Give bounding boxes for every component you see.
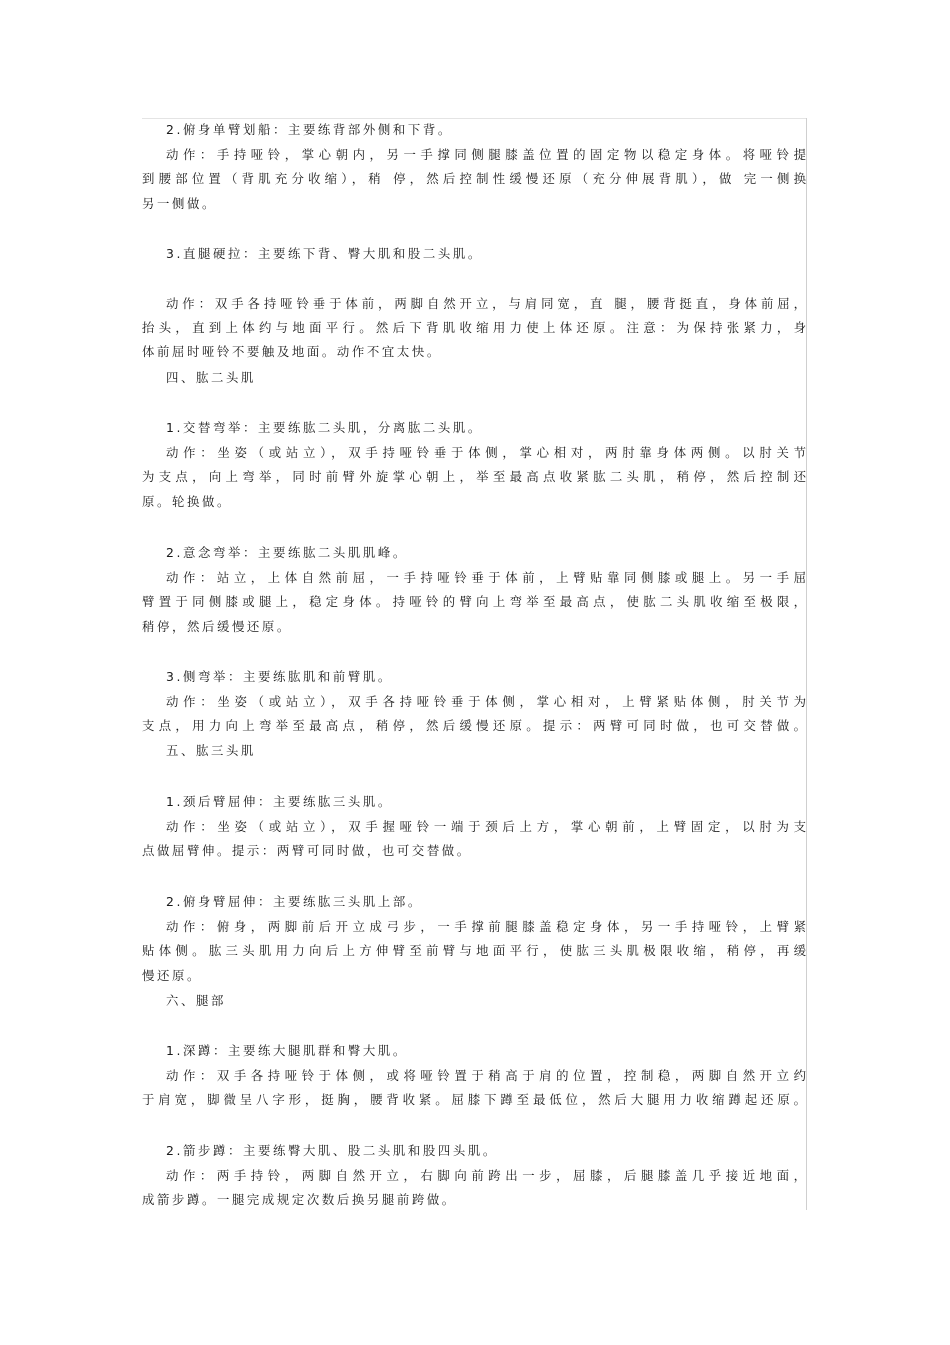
exercise-heading: 1.颈后臂屈伸：主要练肱三头肌。	[166, 794, 393, 809]
document-page	[142, 118, 807, 1210]
paragraph-line: 动作：双手各持哑铃垂于体前，两脚自然开立，与肩同宽，直 腿，腰背挺直，身体前屈，	[166, 296, 806, 311]
paragraph-line: 臂置于同侧膝或腿上，稳定身体。持哑铃的臂向上弯举至最高点，使肱二头肌收缩至极限，	[142, 594, 806, 609]
exercise-heading: 1.深蹲：主要练大腿肌群和臀大肌。	[166, 1043, 408, 1058]
paragraph-line: 动作：站立，上体自然前屈，一手持哑铃垂于体前，上臂贴靠同侧膝或腿上。另一手屈	[166, 570, 806, 585]
paragraph-line: 动作：坐姿（或站立），双手握哑铃一端于颈后上方，掌心朝前，上臂固定，以肘为支	[166, 819, 806, 834]
exercise-heading: 2.俯身单臂划船：主要练背部外侧和下背。	[166, 122, 453, 137]
paragraph-line: 动作：坐姿（或站立），双手各持哑铃垂于体侧，掌心相对，上臂紧贴体侧，肘关节为	[166, 694, 806, 709]
paragraph-line: 抬头，直到上体约与地面平行。然后下背肌收缩用力使上体还原。注意：为保持张紧力，身	[142, 320, 806, 335]
paragraph-line: 动作：手持哑铃，掌心朝内，另一手撑同侧腿膝盖位置的固定物以稳定身体。将哑铃提	[166, 147, 806, 162]
exercise-heading: 3.侧弯举：主要练肱肌和前臂肌。	[166, 669, 393, 684]
paragraph-line: 动作：俯身，两脚前后开立成弓步，一手撑前腿膝盖稳定身体，另一手持哑铃，上臂紧	[166, 919, 806, 934]
exercise-heading: 2.意念弯举：主要练肱二头肌肌峰。	[166, 545, 408, 560]
paragraph-line: 点做屈臂伸。提示：两臂可同时做，也可交替做。	[142, 843, 472, 858]
exercise-heading: 3.直腿硬拉：主要练下背、臀大肌和股二头肌。	[166, 246, 483, 261]
paragraph-line: 支点，用力向上弯举至最高点，稍停，然后缓慢还原。提示：两臂可同时做，也可交替做。	[142, 718, 806, 733]
exercise-heading: 1.交替弯举：主要练肱二头肌，分离肱二头肌。	[166, 420, 483, 435]
paragraph-line: 体前屈时哑铃不要触及地面。动作不宜太快。	[142, 344, 442, 359]
section-heading: 五、肱三头肌	[166, 743, 256, 758]
section-heading: 六、腿部	[166, 993, 226, 1008]
section-heading: 四、肱二头肌	[166, 370, 256, 385]
paragraph-line: 动作：双手各持哑铃于体侧，或将哑铃置于稍高于肩的位置，控制稳，两脚自然开立约	[166, 1068, 806, 1083]
paragraph-line: 于肩宽，脚微呈八字形，挺胸，腰背收紧。屈膝下蹲至最低位，然后大腿用力收缩蹲起还原。	[142, 1092, 806, 1107]
paragraph-line: 贴体侧。肱三头肌用力向后上方伸臂至前臂与地面平行，使肱三头肌极限收缩，稍停，再缓	[142, 943, 806, 958]
paragraph-line: 动作：两手持铃，两脚自然开立，右脚向前跨出一步，屈膝，后腿膝盖几乎接近地面，	[166, 1168, 806, 1183]
paragraph-line: 到腰部位置（背肌充分收缩），稍 停，然后控制性缓慢还原（充分伸展背肌），做 完一侧换	[142, 171, 806, 186]
paragraph-line: 成箭步蹲。一腿完成规定次数后换另腿前跨做。	[142, 1192, 457, 1207]
paragraph-line: 为支点，向上弯举，同时前臂外旋掌心朝上，举至最高点收紧肱二头肌，稍停，然后控制还	[142, 469, 806, 484]
exercise-heading: 2.俯身臂屈伸：主要练肱三头肌上部。	[166, 894, 423, 909]
paragraph-line: 动作：坐姿（或站立），双手持哑铃垂于体侧，掌心相对，两肘靠身体两侧。以肘关节	[166, 445, 806, 460]
paragraph-line: 原。轮换做。	[142, 494, 232, 509]
paragraph-line: 另一侧做。	[142, 196, 217, 211]
paragraph-line: 稍停，然后缓慢还原。	[142, 619, 292, 634]
paragraph-line: 慢还原。	[142, 968, 202, 983]
exercise-heading: 2.箭步蹲：主要练臀大肌、股二头肌和股四头肌。	[166, 1143, 498, 1158]
